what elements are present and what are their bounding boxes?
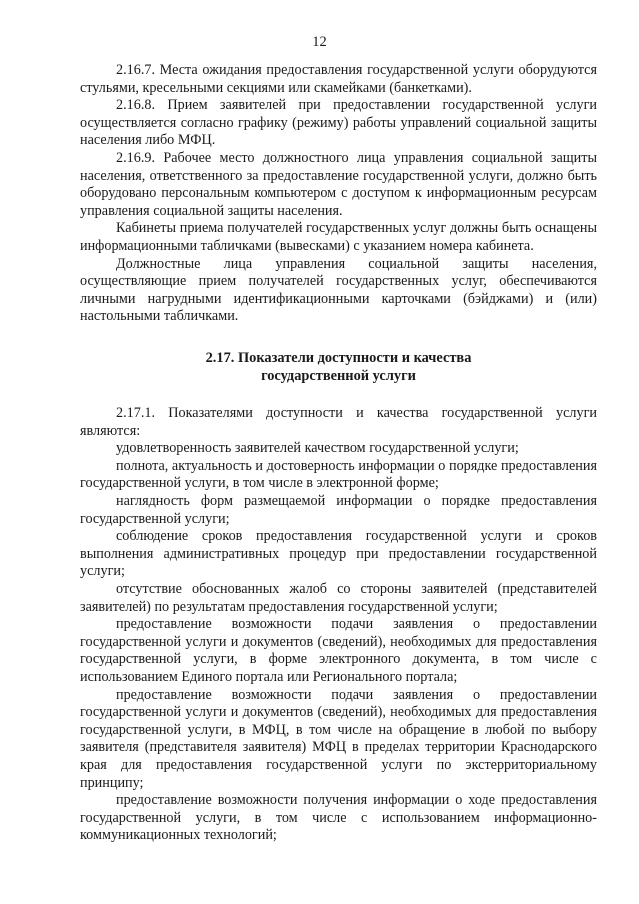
section-heading-line-1: 2.17. Показатели доступности и качества	[205, 349, 472, 366]
paragraph-officials: Должностные лица управления социальной защиты населения, осуществляющие прием получателей государственных услуг, обеспечиваются личными нагрудными идентификационными карточками (бэйджами) и (или) настольными табличками.	[80, 255, 597, 325]
page-number: 12	[312, 34, 327, 50]
list-item-electronic-submission: предоставление возможности подачи заявления о предоставлении государственной услуги и документов (сведений), необходимых для предоставления государственной услуги, в форме электронного документа, в том числе с использованием Единого портала или Регионального портала;	[80, 616, 597, 685]
list-item-deadlines: соблюдение сроков предоставления государственной услуги и сроков выполнения административных процедур при предоставлении государственной услуги;	[80, 528, 597, 580]
paragraph-2-16-7: 2.16.7. Места ожидания предоставления государственной услуги оборудуются стульями, кресельными секциями или скамейками (банкетками).	[80, 62, 597, 96]
list-item-mfc-submission: предоставление возможности подачи заявления о предоставлении государственной услуги и документов (сведений), необходимых для предоставления государственной услуги, в МФЦ, в том числе на обращение в любой по выбору заявителя (представителя заявителя) МФЦ в пределах территории Краснодарского края для предоставления государственной услуги по экстерриториальному принципу;	[80, 686, 597, 791]
list-item-completeness: полнота, актуальность и достоверность информации о порядке предоставления государственной услуги, в том числе в электронной форме;	[80, 457, 597, 492]
paragraph-2-17-1: 2.17.1. Показателями доступности и качества государственной услуги являются:	[80, 405, 597, 439]
list-item-progress-info: предоставление возможности получения информации о ходе предоставления государственной услуги, в том числе с использованием информационно-коммуникационных технологий;	[80, 792, 597, 844]
list-item-clarity: наглядность форм размещаемой информации о порядке предоставления государственной услуги;	[80, 493, 597, 527]
section-heading-2-17	[80, 350, 597, 385]
section-heading-line-2: государственной услуги	[261, 367, 416, 384]
list-item-satisfaction: удовлетворенность заявителей качеством государственной услуги;	[116, 440, 519, 457]
list-item-no-complaints: отсутствие обоснованных жалоб со стороны заявителей (представителей заявителей) по результатам предоставления государственной услуги;	[80, 581, 597, 615]
paragraph-2-16-8: 2.16.8. Прием заявителей при предоставлении государственной услуги осуществляется согласно графику (режиму) работы управлений социальной защиты населения либо МФЦ.	[80, 97, 597, 149]
page-body	[80, 62, 597, 845]
paragraph-cabinets: Кабинеты приема получателей государственных услуг должны быть оснащены информационными табличками (вывесками) с указанием номера кабинета.	[80, 220, 597, 254]
paragraph-2-16-9: 2.16.9. Рабочее место должностного лица управления социальной защиты населения, ответственного за предоставление государственной услуги, должно быть оборудовано персональным компьютером с доступом к информационным ресурсам управления социальной защиты населения.	[80, 149, 597, 219]
